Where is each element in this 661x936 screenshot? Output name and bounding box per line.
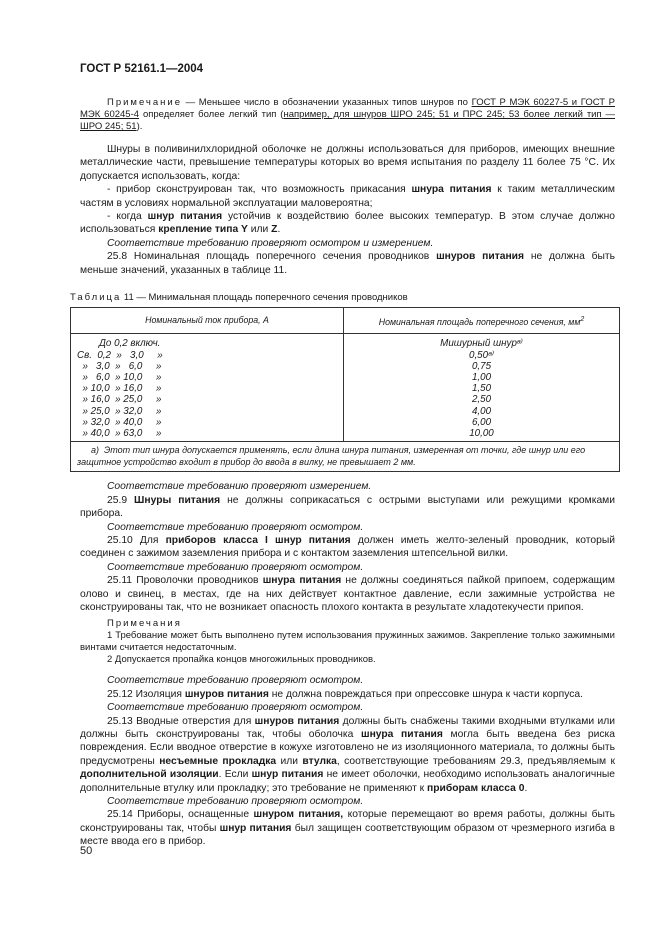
table-cell: » 40,0 » 63,0 »: [77, 428, 162, 440]
table-cell: До 0,2 включ.: [99, 338, 161, 350]
table-11: [70, 307, 620, 472]
paragraph: - когда шнур питания устойчив к воздействию более высоких температур. В этом случае должно использоваться крепление типа Y или Z.: [80, 211, 615, 236]
section-column: [344, 334, 620, 442]
document-header: ГОСТ Р 52161.1—2004: [80, 63, 204, 75]
table-cell: 10,00: [469, 428, 494, 440]
table-cell: Св. 0,2 » 3,0 »: [77, 349, 163, 361]
table-caption: Таблица 11 — Минимальная площадь поперечного сечения проводников: [70, 292, 408, 304]
table-cell: » 6,0 » 10,0 »: [77, 372, 162, 384]
column-header-current: Номинальный ток прибора, А: [71, 308, 344, 334]
compliance-check: Соответствие требованию проверяют осмотром.: [107, 521, 364, 533]
page-number: 50: [80, 845, 93, 857]
note-item: 1 Требование может быть выполнено путем использования пружинных зажимов. Закрепление только зажимными винтами считается недостаточным.: [80, 630, 615, 654]
table-cell: 6,00: [471, 416, 492, 428]
table-cell: 1,00: [471, 372, 492, 384]
table-footnote: а) Этот тип шнура допускается применять, если длина шнура питания, измеренная от точки, где шнур или его защитное устройство входит в прибор до ввода в вилку, не превышает 2 мм.: [71, 442, 620, 472]
clause-25-11: 25.11 Проволочки проводников шнура питания не должны соединяться пайкой припоем, содержащим олово и свинец, в местах, где на них действует контактное давление, если зажимные устройства не сконструированы так, что не возникает опасность плохого контакта в результате хладотекучести припоя.: [80, 575, 615, 613]
table-cell: » 32,0 » 40,0 »: [77, 416, 162, 428]
clause-25-13: 25.13 Вводные отверстия для шнуров питания должны быть снабжены такими входными втулками или должны быть сконструированы так, чтобы оболочка шнура питания могла быть введена без риска повреждения. Если вводное отверстие в кожухе изготовлено не из изоляционного материала, то должны быть предусмотрены несъемные прокладка или втулка, соответствующие требованиям 29.3, предъявляемым к дополнительной изоляции. Если шнур питания не имеет оболочки, необходимо использовать аналогичные дополнительные втулку или прокладку; это требование не применяют к приборам класса 0.: [80, 715, 616, 794]
table-cell: 2,50: [471, 394, 492, 406]
clause-25-10: 25.10 Для приборов класса I шнур питания должен иметь желто-зеленый проводник, который соединен с зажимом заземления прибора и с контактом заземления штепсельной вилки.: [80, 534, 616, 560]
compliance-check: Соответствие требованию проверяют осмотром и измерением.: [107, 237, 434, 249]
current-column: [71, 334, 344, 442]
note-label: Примечание: [107, 97, 182, 108]
table-cell: » 16,0 » 25,0 »: [77, 394, 162, 406]
table-cell: » 10,0 » 16,0 »: [77, 383, 162, 395]
clause-25-8: 25.8 Номинальная площадь поперечного сечения проводников шнуров питания не должна быть меньше значений, указанных в таблице 11.: [80, 251, 615, 276]
standard-reference: ГОСТ Р МЭК 60227-5 и ГОСТ Р МЭК 60245-4: [80, 97, 616, 120]
table-cell: 1,50: [471, 383, 492, 395]
table-cell: 0,50ᵃ⁾: [469, 349, 494, 361]
table-cell: 4,00: [471, 405, 492, 417]
compliance-check: Соответствие требованию проверяют осмотром.: [107, 702, 364, 714]
column-header-section: Номинальная площадь поперечного сечения, $мм^2$: [344, 308, 620, 334]
note-1: Примечание — Меньшее число в обозначении указанных типов шнуров по ГОСТ Р МЭК 60227-5 и ГОСТ Р МЭК 60245-4 определяет более легкий тип (например, для шнуров ШРО 245; 51 и ПРС 245; 53 более легкий тип — ШРО 245; 51).: [80, 97, 616, 132]
notes-block: [80, 618, 615, 666]
clause-25-9: 25.9 Шнуры питания не должны соприкасаться с острыми выступами или режущими кромками прибора.: [80, 494, 616, 520]
table-cell: » 25,0 » 32,0 »: [77, 405, 162, 417]
footnote-mark: а): [91, 445, 100, 456]
clause-25-12: 25.12 Изоляция шнуров питания не должна повреждаться при опрессовке шнура к части корпуса.: [107, 688, 583, 700]
compliance-check: Соответствие требованию проверяют осмотром.: [107, 675, 364, 687]
document-body: [70, 97, 616, 849]
table-cell: Мишурный шнурᵃ⁾: [440, 338, 523, 350]
table-cell: » 3,0 » 6,0 »: [77, 360, 162, 372]
example-reference: например, для шнуров ШРО 245; 51 и ПРС 245; 53 более легкий тип — ШРО 245; 51: [80, 109, 616, 132]
compliance-check: Соответствие требованию проверяют осмотром.: [107, 796, 364, 808]
paragraph: - прибор сконструирован так, что возможность прикасания шнура питания к таким металлическим частям в условиях нормальной эксплуатации маловероятна;: [80, 184, 615, 209]
notes-label: Примечания: [107, 618, 182, 630]
compliance-check: Соответствие требованию проверяют измерением.: [107, 481, 372, 493]
compliance-check: Соответствие требованию проверяют осмотром.: [107, 561, 364, 573]
table-cell: 0,75: [471, 360, 492, 372]
clause-25-14: 25.14 Приборы, оснащенные шнуром питания, которые перемещают во время работы, должны быть сконструированы так, чтобы шнур питания был защищен соответствующим образом от чрезмерного изгиба в месте ввода его в прибор.: [80, 809, 616, 848]
paragraph: Шнуры в поливинилхлоридной оболочке не должны использоваться для приборов, имеющих внешние металлические части, превышение температуры которых во время испытания по разделу 11 более 75 °С. Их допускается использовать, когда:: [80, 144, 615, 182]
note-item: 2 Допускается пропайка концов многожильных проводников.: [107, 654, 376, 666]
